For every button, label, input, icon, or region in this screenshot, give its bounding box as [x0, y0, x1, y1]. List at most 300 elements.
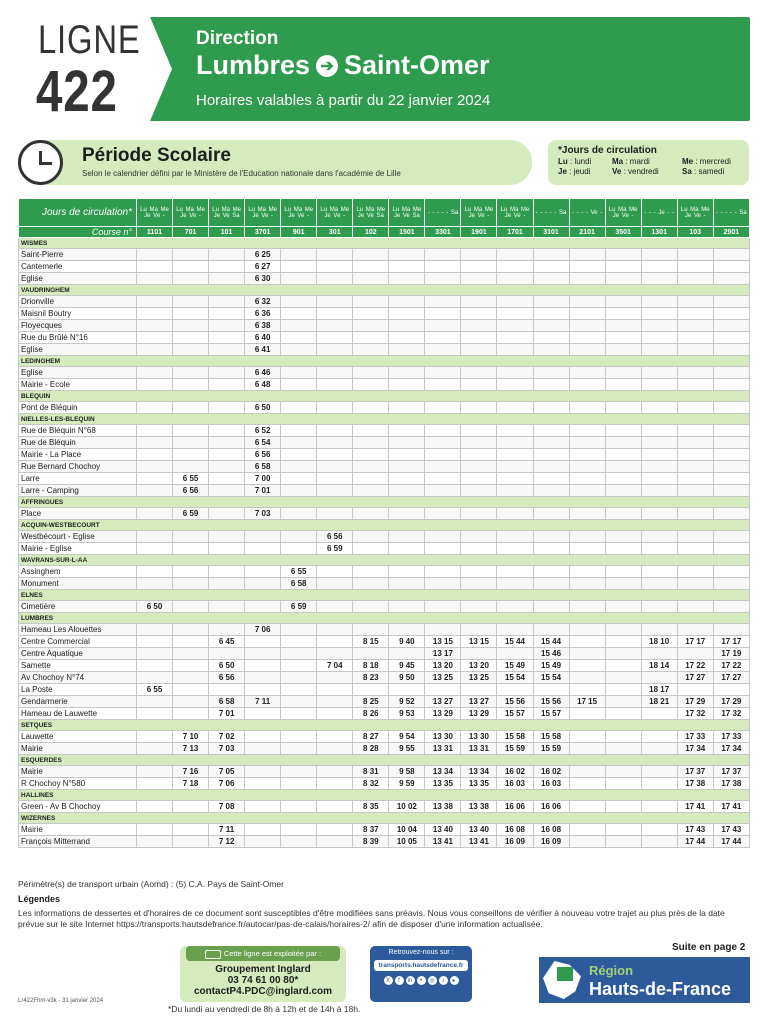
- departure-time: [497, 425, 533, 437]
- departure-time: [569, 320, 605, 332]
- stop-name: Cimetière: [19, 601, 137, 613]
- departure-time-text: 7 03: [218, 744, 235, 753]
- departure-time-text: 17 22: [721, 661, 742, 670]
- departure-time: [605, 578, 641, 590]
- departure-time: [245, 578, 281, 590]
- departure-time: [605, 473, 641, 485]
- departure-time: [425, 801, 461, 813]
- departure-time: [713, 320, 749, 332]
- course-days-text: Lu Ma Me Je Ve Sa: [392, 206, 422, 219]
- stop-row: [19, 531, 750, 543]
- departure-time: [461, 578, 497, 590]
- tiktok-icon[interactable]: ♪: [439, 976, 448, 985]
- departure-time: [533, 273, 569, 285]
- departure-time: [173, 731, 209, 743]
- departure-time-text: 6 48: [254, 380, 271, 389]
- jours-legend-item: Je : jeudi: [558, 167, 591, 176]
- departure-time: [677, 461, 713, 473]
- departure-time: [713, 344, 749, 356]
- departure-time: [209, 449, 245, 461]
- stop-name: Av Chochoy N°74: [19, 672, 137, 684]
- departure-time: [569, 636, 605, 648]
- town-name: ACQUIN-WESTBECOURT: [19, 520, 750, 531]
- departure-time-text: 9 40: [399, 637, 415, 646]
- departure-time: [677, 344, 713, 356]
- ligne-label: LIGNE: [38, 18, 141, 62]
- departure-time: [281, 344, 317, 356]
- departure-time-text: 17 29: [721, 697, 742, 706]
- departure-time: [425, 461, 461, 473]
- course-number: 1301: [641, 227, 677, 238]
- departure-time: [317, 308, 353, 320]
- departure-time: [713, 578, 749, 590]
- departure-time: [389, 320, 425, 332]
- departure-time: [605, 778, 641, 790]
- departure-time-text: 18 14: [649, 661, 670, 670]
- departure-time-text: 7 01: [218, 709, 235, 718]
- stop-name: Place: [19, 508, 137, 520]
- youtube-icon[interactable]: ▸: [450, 976, 459, 985]
- departure-time: [317, 696, 353, 708]
- departure-time: [389, 801, 425, 813]
- departure-time: [641, 708, 677, 720]
- departure-time: [281, 508, 317, 520]
- departure-time: [533, 778, 569, 790]
- departure-time: [317, 332, 353, 344]
- departure-time: [245, 601, 281, 613]
- course-days: [425, 199, 461, 227]
- stop-row: [19, 473, 750, 485]
- departure-time: [425, 332, 461, 344]
- departure-time: [389, 824, 425, 836]
- departure-time: [209, 273, 245, 285]
- departure-time: [713, 367, 749, 379]
- departure-time-text: 16 06: [541, 802, 562, 811]
- stop-name: Hameau de Lauwette: [19, 708, 137, 720]
- departure-time: [173, 660, 209, 672]
- departure-time: [353, 636, 389, 648]
- departure-time: [533, 531, 569, 543]
- departure-time-text: 15 58: [504, 732, 525, 741]
- departure-time: [605, 624, 641, 636]
- stop-name: Mairie: [19, 743, 137, 755]
- departure-time: [533, 624, 569, 636]
- town-row: [19, 720, 750, 731]
- departure-time: [641, 249, 677, 261]
- departure-time: [425, 531, 461, 543]
- departure-time: [641, 636, 677, 648]
- departure-time: [389, 344, 425, 356]
- departure-time-text: 17 27: [685, 673, 706, 682]
- departure-time: [245, 473, 281, 485]
- route-origin: Lumbres: [196, 50, 311, 80]
- departure-time: [713, 648, 749, 660]
- website-link[interactable]: transports.hautsdefrance.fr: [374, 960, 468, 971]
- departure-time: [533, 824, 569, 836]
- departure-time: [713, 684, 749, 696]
- departure-time: [641, 766, 677, 778]
- departure-time: [209, 543, 245, 555]
- departure-time: [713, 461, 749, 473]
- departure-time: [389, 485, 425, 497]
- departure-time: [497, 449, 533, 461]
- departure-time: [209, 402, 245, 414]
- departure-time: [245, 344, 281, 356]
- departure-time-text: 13 31: [432, 744, 453, 753]
- departure-time: [425, 273, 461, 285]
- departure-time: [137, 367, 173, 379]
- departure-time: [605, 461, 641, 473]
- course-days-text: - - - Je - -: [644, 209, 675, 216]
- course-days: [641, 199, 677, 227]
- departure-time: [497, 778, 533, 790]
- departure-time-text: 13 31: [468, 744, 489, 753]
- departure-time: [173, 425, 209, 437]
- departure-time-text: 7 05: [218, 767, 235, 776]
- departure-time: [137, 320, 173, 332]
- stop-name: Eglise: [19, 344, 137, 356]
- departure-time: [425, 696, 461, 708]
- departure-time-text: 6 45: [218, 637, 235, 646]
- departure-time: [641, 437, 677, 449]
- departure-time-text: 6 50: [254, 403, 271, 412]
- departure-time-text: 7 03: [254, 509, 271, 518]
- departure-time: [209, 473, 245, 485]
- course-days: [677, 199, 713, 227]
- departure-time: [173, 379, 209, 391]
- departure-time-text: 17 44: [685, 837, 706, 846]
- departure-time: [317, 824, 353, 836]
- departure-time-text: 16 09: [541, 837, 562, 846]
- departure-time: [461, 320, 497, 332]
- course-number: 1501: [389, 227, 425, 238]
- x-icon[interactable]: X: [384, 976, 393, 985]
- jours-legend-grid: [558, 157, 739, 176]
- departure-time-text: 7 16: [182, 767, 199, 776]
- course-days: [317, 199, 353, 227]
- departure-time: [641, 367, 677, 379]
- stop-name: Hameau Les Alouettes: [19, 624, 137, 636]
- bus-icon: [205, 950, 221, 959]
- departure-time: [461, 508, 497, 520]
- departure-time: [389, 249, 425, 261]
- departure-time: [569, 308, 605, 320]
- town-name: ESQUERDES: [19, 755, 750, 766]
- departure-time: [533, 708, 569, 720]
- departure-time: [209, 531, 245, 543]
- departure-time: [713, 766, 749, 778]
- jours-legend-item: Sa : samedi: [682, 167, 725, 176]
- departure-time: [425, 836, 461, 848]
- departure-time: [533, 308, 569, 320]
- departure-time: [641, 449, 677, 461]
- departure-time: [353, 296, 389, 308]
- departure-time: [713, 485, 749, 497]
- departure-time: [353, 320, 389, 332]
- departure-time: [281, 485, 317, 497]
- departure-time: [641, 836, 677, 848]
- departure-time: [209, 824, 245, 836]
- departure-time: [713, 449, 749, 461]
- operator-phone[interactable]: 03 74 61 00 80*: [227, 975, 299, 986]
- departure-time-text: 6 41: [254, 345, 271, 354]
- departure-time: [173, 261, 209, 273]
- departure-time: [569, 531, 605, 543]
- departure-time: [353, 461, 389, 473]
- departure-time: [389, 261, 425, 273]
- departure-time: [497, 273, 533, 285]
- departure-time: [461, 344, 497, 356]
- departure-time: [425, 296, 461, 308]
- departure-time: [137, 449, 173, 461]
- town-row: [19, 520, 750, 531]
- departure-time: [497, 320, 533, 332]
- departure-time: [425, 601, 461, 613]
- departure-time: [245, 508, 281, 520]
- stop-row: [19, 801, 750, 813]
- departure-time: [209, 508, 245, 520]
- departure-time-text: 17 34: [685, 744, 706, 753]
- departure-time: [209, 379, 245, 391]
- departure-time: [605, 425, 641, 437]
- departure-time: [245, 308, 281, 320]
- stop-name: Mairie: [19, 766, 137, 778]
- departure-time: [173, 766, 209, 778]
- departure-time: [677, 578, 713, 590]
- departure-time: [173, 824, 209, 836]
- departure-time: [137, 824, 173, 836]
- operator-tag: [186, 946, 340, 961]
- departure-time: [317, 531, 353, 543]
- direction-label: Direction: [196, 28, 279, 49]
- departure-time: [173, 437, 209, 449]
- departure-time-text: 17 37: [721, 767, 742, 776]
- departure-time: [353, 624, 389, 636]
- departure-time: [677, 624, 713, 636]
- departure-time: [605, 261, 641, 273]
- departure-time: [245, 684, 281, 696]
- departure-time: [569, 684, 605, 696]
- departure-time: [605, 344, 641, 356]
- departure-time: [353, 249, 389, 261]
- departure-time: [713, 273, 749, 285]
- departure-time-text: 16 03: [541, 779, 562, 788]
- departure-time: [173, 344, 209, 356]
- departure-time: [137, 766, 173, 778]
- departure-time: [353, 402, 389, 414]
- departure-time: [245, 425, 281, 437]
- departure-time: [605, 320, 641, 332]
- stop-name: Saint-Pierre: [19, 249, 137, 261]
- departure-time: [317, 566, 353, 578]
- departure-time: [569, 437, 605, 449]
- departure-time-text: 6 59: [326, 544, 343, 553]
- departure-time: [677, 425, 713, 437]
- ligne-number: 422: [36, 59, 118, 124]
- departure-time: [137, 508, 173, 520]
- departure-time: [137, 461, 173, 473]
- departure-time-text: 13 35: [468, 779, 489, 788]
- departure-time: [713, 249, 749, 261]
- departure-time: [137, 332, 173, 344]
- facebook-icon[interactable]: f: [395, 976, 404, 985]
- bell-icon[interactable]: •: [417, 976, 426, 985]
- operator-email[interactable]: contactP4.PDC@inglard.com: [193, 986, 333, 997]
- departure-time-text: 15 57: [504, 709, 525, 718]
- departure-time: [245, 485, 281, 497]
- departure-time-text: 13 29: [432, 709, 453, 718]
- departure-time: [461, 743, 497, 755]
- departure-time: [713, 296, 749, 308]
- departure-time: [461, 449, 497, 461]
- departure-time: [245, 437, 281, 449]
- departure-time: [281, 273, 317, 285]
- departure-time-text: 15 59: [541, 744, 562, 753]
- departure-time: [209, 660, 245, 672]
- departure-time: [461, 461, 497, 473]
- departure-time-text: 13 29: [468, 709, 489, 718]
- stop-name: Larre: [19, 473, 137, 485]
- departure-time: [209, 636, 245, 648]
- stop-row: [19, 636, 750, 648]
- departure-time-text: 13 38: [468, 802, 489, 811]
- departure-time: [353, 367, 389, 379]
- stop-name: François Mitterrand: [19, 836, 137, 848]
- departure-time: [461, 308, 497, 320]
- departure-time: [245, 636, 281, 648]
- departure-time: [641, 624, 677, 636]
- departure-time: [677, 696, 713, 708]
- departure-time: [677, 508, 713, 520]
- departure-time: [353, 261, 389, 273]
- departure-time: [497, 485, 533, 497]
- validity-text: Horaires valables à partir du 22 janvier 2024: [196, 92, 491, 109]
- departure-time: [137, 531, 173, 543]
- departure-time: [425, 402, 461, 414]
- departure-time-text: 16 08: [541, 825, 562, 834]
- departure-time: [569, 473, 605, 485]
- departure-time: [137, 601, 173, 613]
- course-days: [389, 199, 425, 227]
- departure-time: [353, 531, 389, 543]
- departure-time: [209, 485, 245, 497]
- departure-time: [677, 801, 713, 813]
- departure-time: [245, 743, 281, 755]
- departure-time: [461, 367, 497, 379]
- departure-time: [461, 636, 497, 648]
- social-icons: [370, 976, 472, 985]
- departure-time: [353, 801, 389, 813]
- departure-time: [317, 379, 353, 391]
- stop-row: [19, 508, 750, 520]
- course-days-text: Lu Ma Me Je Ve Sa: [212, 206, 241, 219]
- departure-time: [173, 473, 209, 485]
- departure-time: [173, 836, 209, 848]
- stop-name: Mairie - Eglise: [19, 543, 137, 555]
- departure-time: [713, 425, 749, 437]
- stop-row: [19, 648, 750, 660]
- departure-time: [533, 766, 569, 778]
- instagram-icon[interactable]: ◎: [429, 978, 435, 984]
- departure-time: [533, 249, 569, 261]
- departure-time-text: 6 50: [146, 602, 163, 611]
- departure-time: [209, 778, 245, 790]
- departure-time: [425, 766, 461, 778]
- departure-time: [497, 672, 533, 684]
- departure-time: [425, 473, 461, 485]
- departure-time: [281, 801, 317, 813]
- stop-row: [19, 379, 750, 391]
- departure-time: [461, 261, 497, 273]
- stop-row: [19, 273, 750, 285]
- departure-time: [353, 508, 389, 520]
- departure-time: [461, 696, 497, 708]
- departure-time: [425, 778, 461, 790]
- departure-time: [245, 296, 281, 308]
- departure-time: [137, 261, 173, 273]
- departure-time: [389, 402, 425, 414]
- departure-time-text: 13 25: [432, 673, 453, 682]
- departure-time: [677, 566, 713, 578]
- departure-time: [713, 801, 749, 813]
- departure-time: [533, 636, 569, 648]
- departure-time: [281, 636, 317, 648]
- departure-time: [245, 731, 281, 743]
- departure-time: [317, 636, 353, 648]
- departure-time: [533, 296, 569, 308]
- departure-time: [353, 473, 389, 485]
- departure-time-text: 6 59: [290, 602, 307, 611]
- departure-time: [245, 708, 281, 720]
- departure-time: [317, 320, 353, 332]
- departure-time: [497, 648, 533, 660]
- stop-name: Floyecques: [19, 320, 137, 332]
- departure-time: [605, 696, 641, 708]
- departure-time: [713, 332, 749, 344]
- departure-time: [209, 249, 245, 261]
- departure-time: [209, 624, 245, 636]
- departure-time: [461, 273, 497, 285]
- departure-time-text: 6 38: [254, 321, 271, 330]
- departure-time: [389, 624, 425, 636]
- departure-time: [605, 824, 641, 836]
- departure-time: [569, 379, 605, 391]
- course-days-text: - - - - - Sa: [427, 209, 459, 216]
- course-number: 301: [317, 227, 353, 238]
- town-row: [19, 285, 750, 296]
- departure-time: [173, 672, 209, 684]
- departure-time: [209, 766, 245, 778]
- departure-time-text: 15 49: [504, 661, 525, 670]
- departure-time: [605, 766, 641, 778]
- departure-time: [245, 696, 281, 708]
- departure-time-text: 8 39: [363, 837, 379, 846]
- departure-time: [317, 473, 353, 485]
- stop-name: Eglise: [19, 367, 137, 379]
- departure-time-text: 6 25: [254, 250, 271, 259]
- departure-time: [497, 624, 533, 636]
- departure-time-text: 6 56: [218, 673, 235, 682]
- departure-time: [641, 601, 677, 613]
- departure-time: [677, 731, 713, 743]
- town-name: WISMES: [19, 238, 750, 249]
- stop-row: [19, 332, 750, 344]
- departure-time: [353, 437, 389, 449]
- departure-time: [425, 660, 461, 672]
- departure-time: [713, 543, 749, 555]
- linkedin-icon[interactable]: in: [406, 976, 415, 985]
- departure-time: [353, 684, 389, 696]
